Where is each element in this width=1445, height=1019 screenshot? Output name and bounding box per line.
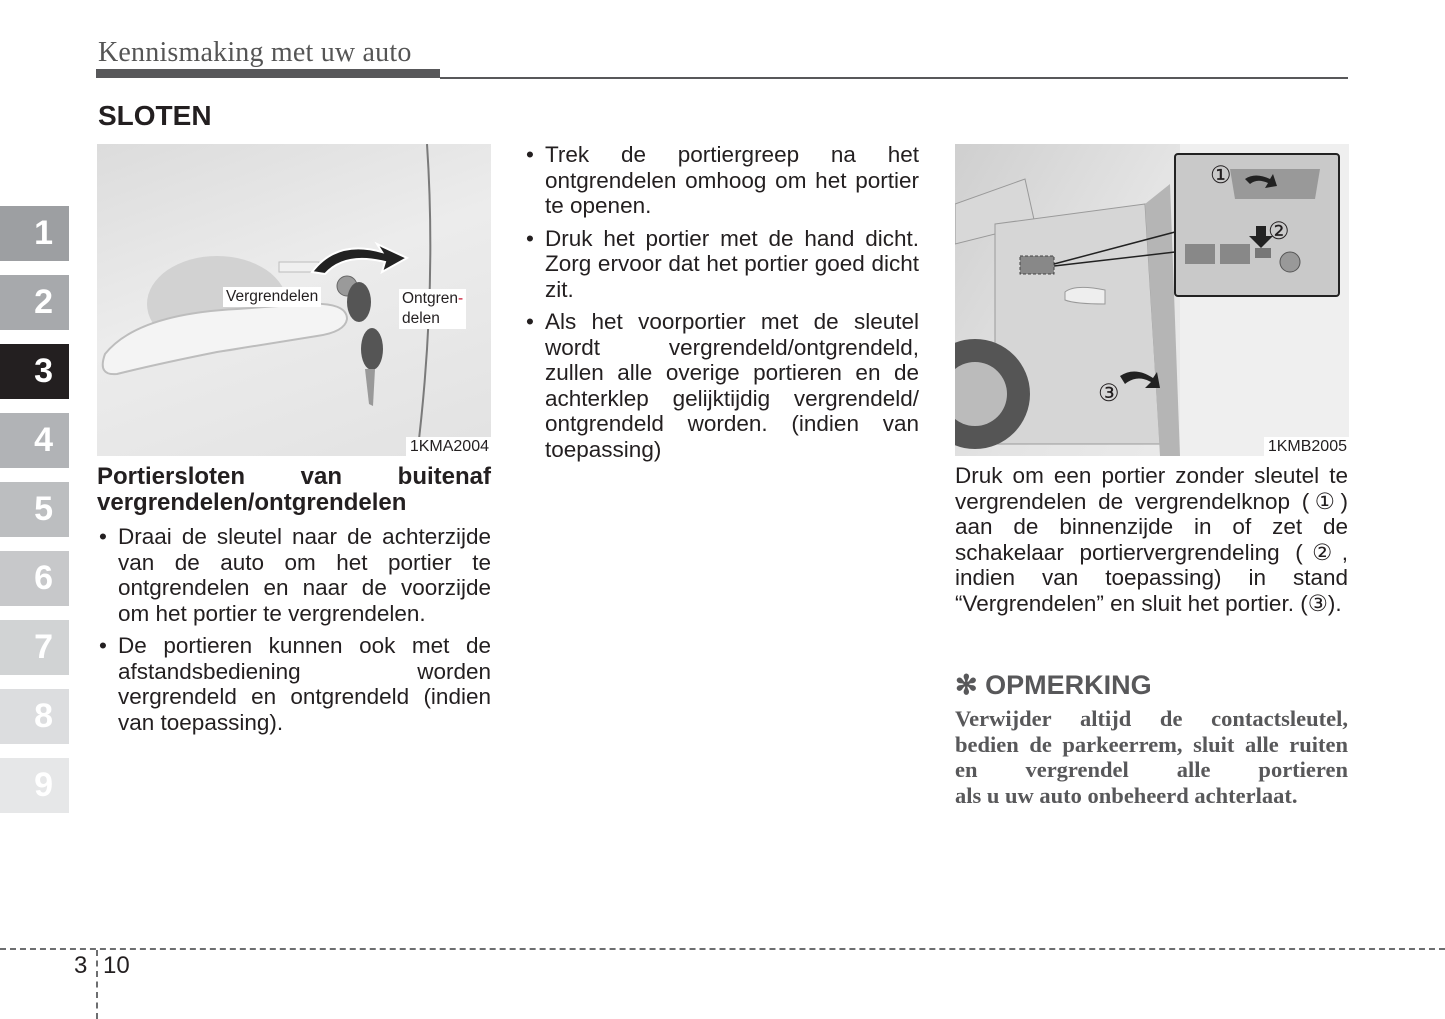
figure-code: 1KMB2005 [1264, 437, 1349, 456]
callout-3: ③ [1098, 380, 1120, 407]
chapter-tab-4[interactable]: 4 [0, 413, 69, 468]
right-column-paragraph: Druk om een portier zonder sleutel te vergrendelen de vergrendelknop (①) aan de binnenzijde in of zet de schakelaar portiervergrendeling (②, indien van toepassing) in stand “Vergrendelen” en sluit het portier. (③). [955, 463, 1348, 616]
unlock-direction-label: Ontgren- delen [399, 289, 466, 329]
chapter-tab-9[interactable]: 9 [0, 758, 69, 813]
subheading-exterior-locks: Portiersloten van buitenaf vergrendelen/ontgrendelen [97, 463, 491, 516]
lock-direction-label: Vergrendelen [223, 287, 321, 307]
car-door-graphic [955, 144, 1349, 456]
door-open-close-instructions [524, 142, 919, 462]
callout-2: ② [1268, 218, 1290, 245]
middle-column [524, 142, 919, 469]
chapter-tab-7[interactable]: 7 [0, 620, 69, 675]
list-item: • Draai de sleutel naar de achterzijde van de auto om het portier te ontgrendelen en naar de voorzijde om het portier te vergrendelen. [97, 524, 491, 626]
page-chapter-number: 3 [74, 952, 88, 979]
chapter-header-title: Kennismaking met uw auto [98, 37, 412, 68]
chapter-tab-6[interactable]: 6 [0, 551, 69, 606]
figure-code: 1KMA2004 [406, 437, 491, 456]
list-item: • Als het voorportier met de sleutel wordt vergrendeld/ontgrendeld, zullen alle overige portieren en de achterklep gelijktijdig vergrendeld/ ontgrendeld worden. (indien van toepassing) [524, 309, 919, 462]
list-item: • Druk het portier met de hand dicht. Zorg ervoor dat het portier goed dicht zit. [524, 226, 919, 303]
section-title: SLOTEN [98, 100, 212, 131]
door-lock-illustration [97, 144, 491, 456]
exterior-lock-instructions [97, 524, 491, 735]
chapter-tab-8[interactable]: 8 [0, 689, 69, 744]
note-heading: ✻ OPMERKING [955, 670, 1152, 700]
chapter-tab-1[interactable]: 1 [0, 206, 69, 261]
list-item: • Trek de portiergreep na het ontgrendelen omhoog om het portier te openen. [524, 142, 919, 219]
chapter-tab-2[interactable]: 2 [0, 275, 69, 330]
chapter-tab-5[interactable]: 5 [0, 482, 69, 537]
door-interior-lock-illustration [955, 144, 1349, 456]
note-body: Verwijder altijd de contactsleutel, bedien de parkeerrem, sluit alle ruiten en vergrendel alle portieren als u uw auto onbeheerd achterlaat. [955, 706, 1348, 808]
chapter-tab-3-active[interactable]: 3 [0, 344, 69, 399]
list-item: • De portieren kunnen ook met de afstandsbediening worden vergrendeld en ontgrendeld (indien van toepassing). [97, 633, 491, 735]
callout-1: ① [1210, 162, 1232, 189]
asterisk-icon: ✻ [955, 670, 978, 700]
page-number: 10 [103, 952, 130, 979]
footer-divider [0, 948, 1445, 950]
header-rule-thick [96, 69, 440, 78]
left-column [97, 464, 491, 742]
footer-vertical-divider [96, 950, 98, 1019]
header-rule-thin [440, 77, 1348, 79]
